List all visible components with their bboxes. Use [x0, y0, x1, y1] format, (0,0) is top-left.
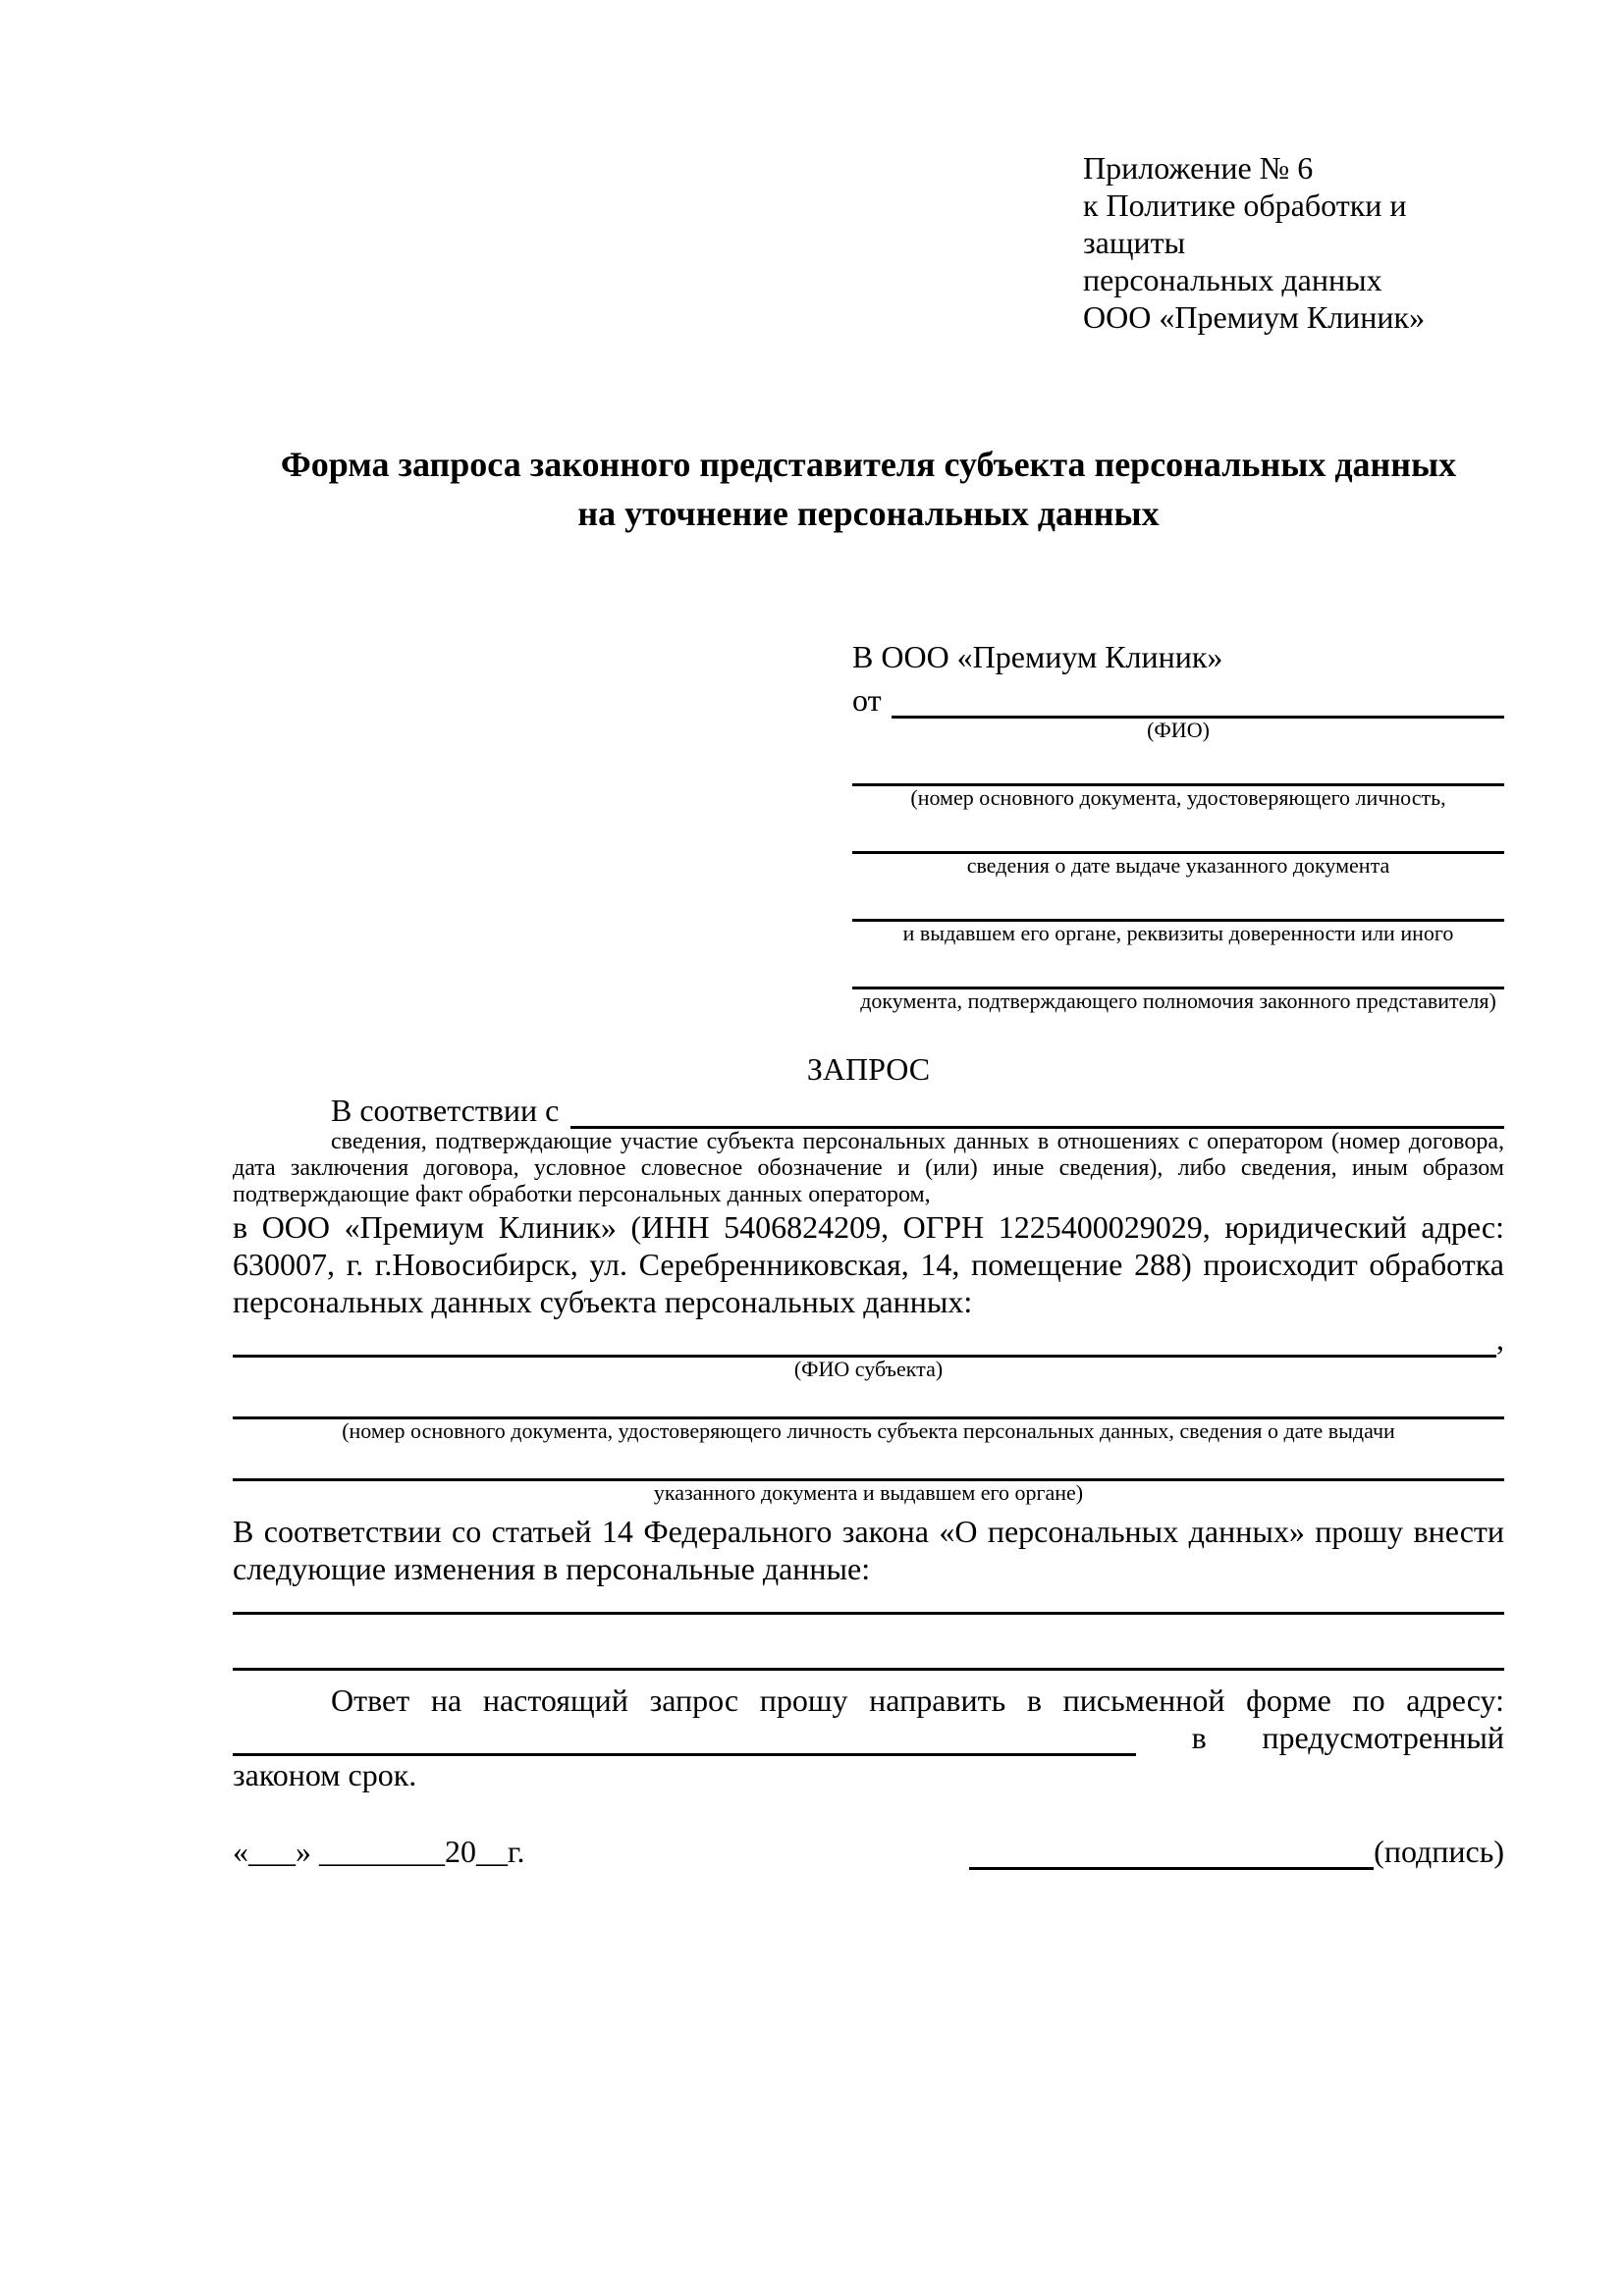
accordance-label: В соответствии с — [331, 1093, 560, 1128]
document-title-line-1: Форма запроса законного представителя субъекта персональных данных — [280, 445, 1457, 484]
appendix-line: ООО «Премиум Клиник» — [1083, 299, 1426, 335]
trailing-comma: , — [1496, 1321, 1504, 1357]
document-title — [233, 440, 1504, 538]
subject-fio-caption: (ФИО субъекта) — [793, 1357, 944, 1381]
rep-doc-blank-line-3 — [852, 889, 1504, 922]
reply-address-row — [233, 1719, 1504, 1756]
reply-word-v: в — [1191, 1720, 1207, 1755]
basis-blank-line — [570, 1094, 1504, 1129]
appendix-line: Приложение № 6 — [1083, 150, 1314, 186]
rep-doc-blank-line-2 — [852, 822, 1504, 854]
appendix-line: к Политике обработки и защиты — [1083, 187, 1407, 260]
amendment-paragraph: В соответствии со статьей 14 Федерального закона «О персональных данных» прошу внести следующие изменения в персональные данные: — [233, 1514, 1504, 1586]
rep-doc-caption-1: (номер основного документа, удостоверяющего личность, — [910, 785, 1446, 810]
document-title-line-2: на уточнение персональных данных — [577, 494, 1160, 533]
addressee-organization: В ООО «Премиум Клиник» — [852, 639, 1223, 674]
addressee-block — [852, 638, 1504, 1013]
footer-row — [233, 1833, 1504, 1870]
signature-blank-line — [969, 1835, 1374, 1870]
reply-word-term: предусмотренный — [1262, 1720, 1504, 1755]
rep-doc-caption-3: и выдавшем его органе, реквизиты доверенности или иного — [902, 921, 1454, 945]
fio-caption: (ФИО) — [1147, 718, 1210, 742]
changes-blank-line-2 — [233, 1640, 1504, 1671]
basis-footnote: сведения, подтверждающие участие субъекта персональных данных в отношениях с оператором (номер договора, дата заключения договора, условное словесное обозначение и (или) иные сведения), либо сведения, иным образом подтверждающие факт обработки персональных данных оператором, — [233, 1129, 1504, 1207]
subject-fio-blank-line — [233, 1327, 1496, 1358]
from-label: от — [852, 682, 882, 718]
signature-caption: (подпись) — [1374, 1834, 1504, 1869]
address-blank-line — [233, 1721, 1136, 1756]
reply-paragraph — [233, 1682, 1504, 1793]
from-blank-line — [892, 683, 1504, 719]
operator-paragraph: в ООО «Премиум Клиник» (ИНН 5406824209, ОГРН 1225400029029, юридический адрес: 630007, г. г.Новосибирск, ул. Серебренниковская, 14, помещение 288) происходит обработка персональных данных субъекта персональных данных: — [233, 1209, 1504, 1319]
appendix-note — [1083, 149, 1504, 336]
subject-doc-blank-line-1 — [233, 1389, 1504, 1419]
request-heading: ЗАПРОС — [806, 1051, 931, 1087]
rep-doc-blank-line-1 — [852, 754, 1504, 786]
reply-line-1: Ответ на настоящий запрос прошу направить в письменной форме по адресу: — [331, 1682, 1504, 1718]
subject-doc-caption-1: (номер основного документа, удостоверяющего личность субъекта персональных данных, сведения о дате выдачи — [342, 1418, 1395, 1443]
date-blank: «___» ________20__г. — [233, 1834, 525, 1869]
from-row — [852, 681, 1504, 719]
reply-line-3: законом срок. — [233, 1757, 417, 1792]
subject-fio-row — [233, 1320, 1504, 1358]
subject-doc-caption-2: указанного документа и выдавшем его органе) — [653, 1480, 1084, 1505]
appendix-line: персональных данных — [1083, 262, 1382, 297]
subject-doc-blank-line-2 — [233, 1451, 1504, 1481]
rep-doc-caption-2: сведения о дате выдаче указанного документа — [966, 853, 1390, 878]
accordance-row — [233, 1092, 1504, 1129]
changes-blank-line-1 — [233, 1587, 1504, 1615]
signature-group — [969, 1833, 1504, 1870]
rep-doc-caption-4: документа, подтверждающего полномочия законного представителя) — [860, 988, 1496, 1013]
rep-doc-blank-line-4 — [852, 957, 1504, 989]
